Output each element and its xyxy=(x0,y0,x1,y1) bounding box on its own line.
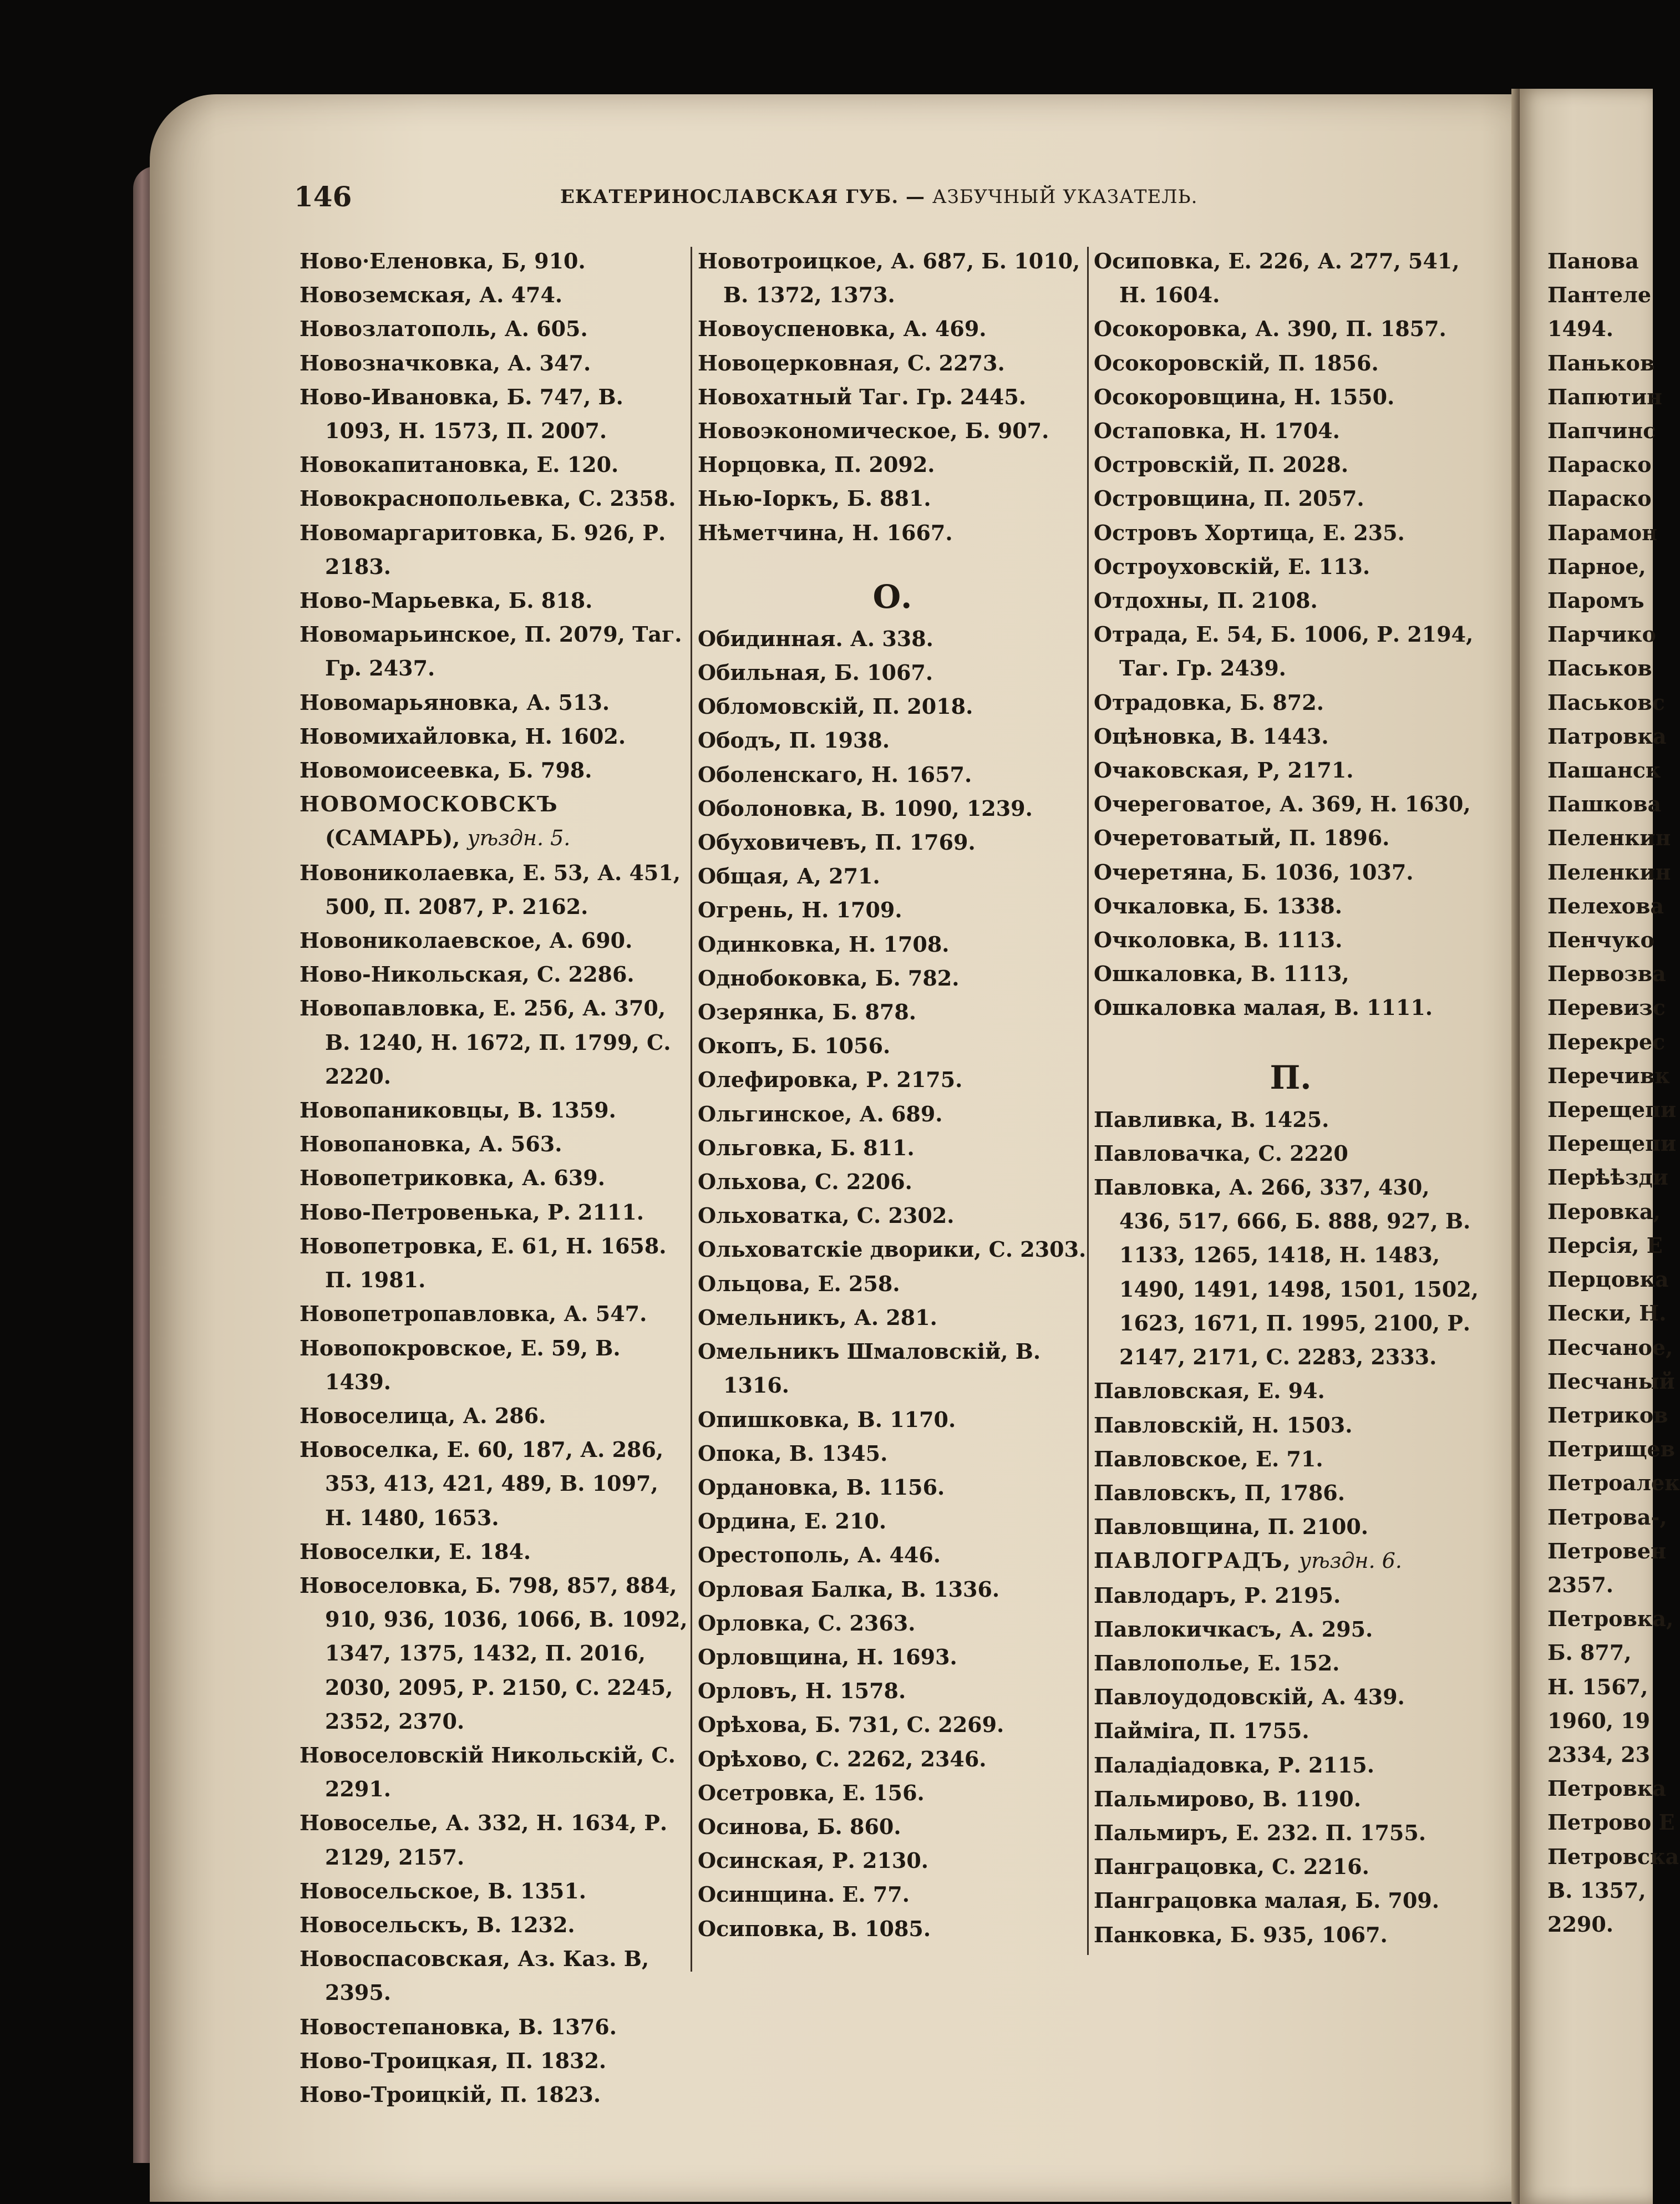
index-entry: Олефировка, Р. 2175. xyxy=(698,1067,963,1093)
index-column-3 xyxy=(1094,244,1488,1952)
index-entry: Ольховатка, С. 2302. xyxy=(698,1203,955,1228)
index-entry: Первозва xyxy=(1547,961,1666,987)
index-entry: Пальмирово, В. 1190. xyxy=(1094,1786,1361,1811)
index-entry: Новопокровское, Е. 59, В. 1439. xyxy=(300,1335,621,1394)
city-entry-novomoskovsk xyxy=(300,787,688,855)
index-entry: Новосельское, В. 1351. xyxy=(300,1878,587,1903)
index-entry: Петриков xyxy=(1547,1402,1668,1428)
page-number: 146 xyxy=(294,180,352,213)
index-entry: Новозначковка, А. 347. xyxy=(300,350,591,375)
index-entry: Пеленкин xyxy=(1547,825,1671,851)
index-entry: Осинская, Р. 2130. xyxy=(698,1848,928,1873)
city-name: НОВОМОСКОВСКЪ xyxy=(300,791,559,817)
index-entry: Новопетровка, Е. 61, Н. 1658. П. 1981. xyxy=(300,1233,667,1293)
index-entry: Павлоудодовскій, А. 439. xyxy=(1094,1684,1405,1710)
index-entry: Папютин xyxy=(1547,384,1662,409)
index-entry: Параско xyxy=(1547,486,1652,511)
index-entry: Осокоровка, А. 390, П. 1857. xyxy=(1094,316,1446,342)
index-entry: Осиповка, Е. 226, А. 277, 541, Н. 1604. xyxy=(1094,248,1460,308)
index-entry: Ново-Никольская, С. 2286. xyxy=(300,962,635,987)
index-entry: Осокоровщина, Н. 1550. xyxy=(1094,384,1395,409)
index-entry: Омельникъ Шмаловскій, В. 1316. xyxy=(698,1339,1041,1398)
index-entry: Пенчуко xyxy=(1547,927,1654,953)
index-entry: Петрово Е xyxy=(1547,1810,1675,1835)
index-entry: Отрадовка, Б. 872. xyxy=(1094,689,1324,715)
index-entry: Опока, В. 1345. xyxy=(698,1440,888,1466)
index-entry: Павловская, Е. 94. xyxy=(1094,1378,1325,1404)
index-entry: Новозлатополь, А. 605. xyxy=(300,316,588,342)
index-entry: Отрада, Е. 54, Б. 1006, Р. 2194, Таг. Гр. 2439. xyxy=(1094,622,1474,681)
index-entry: Ольховатскіе дворики, С. 2303. xyxy=(698,1237,1087,1262)
index-column-4-fragment xyxy=(1547,244,1680,1941)
index-entry: Новониколаевка, Е. 53, А. 451, 500, П. 2087, Р. 2162. xyxy=(300,860,681,919)
index-entry: 1960, 19 xyxy=(1547,1708,1651,1733)
index-entry: Омельникъ, А. 281. xyxy=(698,1304,937,1330)
index-entry: Новокраснопольевка, С. 2358. xyxy=(300,486,676,511)
index-entry: Островъ Хортица, Е. 235. xyxy=(1094,520,1405,545)
index-entry: Ошкаловка, В. 1113, xyxy=(1094,961,1349,987)
index-entry: Обильная, Б. 1067. xyxy=(698,660,933,685)
index-entry: Осинова, Б. 860. xyxy=(698,1814,901,1839)
index-entry: Новоселка, Е. 60, 187, А. 286, 353, 413, 421, 489, В. 1097, Н. 1480, 1653. xyxy=(300,1437,664,1530)
index-entry: Ободъ, П. 1938. xyxy=(698,728,890,753)
index-entry: Парчико xyxy=(1547,622,1656,647)
index-entry: Панковка, Б. 935, 1067. xyxy=(1094,1922,1388,1947)
index-entry: Новоэкономическое, Б. 907. xyxy=(698,418,1049,444)
column-rule-2 xyxy=(1087,247,1089,1955)
index-entry: Павловское, Е. 71. xyxy=(1094,1446,1323,1471)
index-entry: Огрень, Н. 1709. xyxy=(698,897,902,923)
index-entry: Обидинная. А. 338. xyxy=(698,626,933,651)
index-entry: Ольхова, С. 2206. xyxy=(698,1169,912,1195)
index-entry: Орловая Балка, В. 1336. xyxy=(698,1576,1000,1602)
index-entry: Общая, А, 271. xyxy=(698,864,880,889)
city-paren: (САМАРЬ), xyxy=(325,825,460,851)
city-entry-pavlograd xyxy=(1094,1543,1488,1578)
index-entry: Новокапитановка, Е. 120. xyxy=(300,452,619,478)
index-entry: Перечивк xyxy=(1547,1063,1670,1088)
index-entry: Пелехова xyxy=(1547,893,1664,918)
index-entry: Остаповка, Н. 1704. xyxy=(1094,418,1340,444)
index-entry: Новониколаевское, А. 690. xyxy=(300,928,633,953)
index-entry: Б. 877, xyxy=(1547,1640,1632,1665)
index-entry: Петрищев xyxy=(1547,1436,1676,1462)
index-entry: Оболенскаго, Н. 1657. xyxy=(698,761,972,787)
index-entry: Пашкова xyxy=(1547,791,1662,817)
index-entry: Панграцовка малая, Б. 709. xyxy=(1094,1888,1439,1913)
index-entry: Орѣхова, Б. 731, С. 2269. xyxy=(698,1712,1004,1738)
index-entry: Окопъ, Б. 1056. xyxy=(698,1033,891,1059)
index-entry: 2334, 23 xyxy=(1547,1741,1651,1767)
index-entry: Новомарьяновка, А. 513. xyxy=(300,689,610,715)
index-entry: Отдохны, П. 2108. xyxy=(1094,588,1318,613)
index-entry: Новомихайловка, Н. 1602. xyxy=(300,723,626,749)
index-entry: Очаковская, Р, 2171. xyxy=(1094,758,1354,783)
index-entry: Обуховичевъ, П. 1769. xyxy=(698,830,976,855)
index-entry: Павлокичкасъ, А. 295. xyxy=(1094,1616,1373,1642)
index-entry: Паньков xyxy=(1547,350,1655,375)
index-entry: Новохатный Таг. Гр. 2445. xyxy=(698,384,1027,409)
index-entry: Петровен xyxy=(1547,1538,1666,1563)
index-entry: Нью-Іоркъ, Б. 881. xyxy=(698,486,931,511)
index-entry: Островщина, П. 2057. xyxy=(1094,486,1364,511)
index-entry: Ольговка, Б. 811. xyxy=(698,1135,915,1160)
index-entry: Островскій, П. 2028. xyxy=(1094,452,1349,478)
index-entry: Ольгинское, А. 689. xyxy=(698,1101,943,1126)
index-entry: Новопетриковка, А. 639. xyxy=(300,1165,605,1191)
index-entry: Орловщина, Н. 1693. xyxy=(698,1644,957,1669)
index-entry: Н. 1567, xyxy=(1547,1674,1648,1699)
index-entry: Павливка, В. 1425. xyxy=(1094,1106,1329,1132)
index-entry: Перцовка xyxy=(1547,1267,1669,1292)
index-entry: Новоселовскій Никольскій, С. 2291. xyxy=(300,1742,676,1802)
index-entry: Паромъ xyxy=(1547,588,1645,613)
index-entry: Ново-Ивановка, Б. 747, В. 1093, Н. 1573, П. 2007. xyxy=(300,384,623,444)
index-column-2 xyxy=(698,244,1087,1946)
city-uezd: уѣздн. 6. xyxy=(1299,1548,1402,1573)
index-entry: Осиповка, В. 1085. xyxy=(698,1916,931,1941)
index-entry: Петровка xyxy=(1547,1776,1666,1801)
index-entry: Очереговатое, А. 369, Н. 1630, xyxy=(1094,791,1471,817)
index-entry: Ново-Троицкій, П. 1823. xyxy=(300,2081,601,2107)
index-entry: Новоцерковная, С. 2273. xyxy=(698,350,1005,375)
index-entry: Норцовка, П. 2092. xyxy=(698,452,935,478)
index-entry: Перекрес xyxy=(1547,1029,1666,1054)
index-entry: В. 1357, xyxy=(1547,1877,1646,1903)
index-entry: Озерянка, Б. 878. xyxy=(698,999,916,1025)
city-uezd: уѣздн. 5. xyxy=(467,826,571,851)
index-entry: Новоуспеновка, А. 469. xyxy=(698,316,987,342)
index-entry: Петровка, xyxy=(1547,1606,1674,1632)
index-entry: Парное, xyxy=(1547,553,1646,579)
index-entry: Нѣметчина, Н. 1667. xyxy=(698,520,953,545)
index-entry: Новопановка, А. 563. xyxy=(300,1131,562,1157)
index-entry: Папчинс xyxy=(1547,418,1656,444)
index-entry: Новомоисеевка, Б. 798. xyxy=(300,758,592,783)
index-entry: Орѣхово, С. 2262, 2346. xyxy=(698,1746,987,1771)
index-entry: Панова xyxy=(1547,248,1639,273)
index-column-1 xyxy=(300,244,688,2111)
index-entry: Очеретоватый, П. 1896. xyxy=(1094,825,1390,851)
index-entry: Ордановка, В. 1156. xyxy=(698,1474,945,1500)
section-letter-p: П. xyxy=(1270,1058,1312,1096)
index-entry: Павловскій, Н. 1503. xyxy=(1094,1412,1353,1438)
index-entry: Одинковка, Н. 1708. xyxy=(698,931,950,957)
index-entry: Перещепи xyxy=(1547,1131,1677,1156)
running-head xyxy=(560,186,1197,208)
index-entry: Павловскъ, П, 1786. xyxy=(1094,1480,1345,1505)
index-entry: Орестополь, А. 446. xyxy=(698,1542,941,1568)
index-entry: Персія, Е xyxy=(1547,1232,1663,1258)
index-entry: Петроалек xyxy=(1547,1470,1680,1496)
index-entry: Павлополье, Е. 152. xyxy=(1094,1650,1340,1675)
index-entry: Песчаное, xyxy=(1547,1334,1673,1360)
index-entry: Новостепановка, В. 1376. xyxy=(300,2014,617,2039)
index-entry: 2290. xyxy=(1547,1911,1613,1937)
index-entry: Панграцовка, С. 2216. xyxy=(1094,1854,1369,1880)
index-entry: Паськов xyxy=(1547,656,1652,681)
index-entry: Новопаниковцы, В. 1359. xyxy=(300,1098,616,1123)
index-entry: Павловка, А. 266, 337, 430, 436, 517, 666, Б. 888, 927, В. 1133, 1265, 1418, Н. 1483, 1490, 1491, 1498, 1501, 1502, 1623, 1671, П. 1995, 2100, Р. 2147, 2171, С. 2283, 2333. xyxy=(1094,1175,1479,1370)
index-entry: Новопавловка, Е. 256, А. 370, В. 1240, Н. 1672, П. 1799, С. 2220. xyxy=(300,996,671,1089)
index-entry: Новопетропавловка, А. 547. xyxy=(300,1301,647,1327)
running-head-title: ЕКАТЕРИНОСЛАВСКАЯ ГУБ. xyxy=(560,186,899,208)
section-letter-o: О. xyxy=(872,577,912,616)
index-entry: Перещепи xyxy=(1547,1097,1677,1123)
index-entry: Пеленкин xyxy=(1547,859,1671,885)
index-entry: Петровска xyxy=(1547,1844,1679,1869)
index-entry: Перовка, xyxy=(1547,1199,1661,1224)
index-entry: Осинщина. Е. 77. xyxy=(698,1882,910,1907)
index-entry: Паймira, П. 1755. xyxy=(1094,1718,1310,1744)
index-entry: Петрова-, xyxy=(1547,1504,1667,1530)
running-head-subtitle: АЗБУЧНЫЙ УКАЗАТЕЛЬ. xyxy=(932,186,1198,208)
index-entry: Орловка, С. 2363. xyxy=(698,1610,916,1636)
index-entry: Песчаный xyxy=(1547,1368,1675,1394)
index-entry: Новоселки, Е. 184. xyxy=(300,1538,531,1564)
index-entry: Ново-Петровенька, Р. 2111. xyxy=(300,1199,644,1225)
city-name: ПАВЛОГРАДЪ, xyxy=(1094,1548,1292,1573)
running-head-dash: — xyxy=(906,186,926,208)
index-entry: Оболоновка, В. 1090, 1239. xyxy=(698,795,1033,821)
index-entry: Ново·Еленовка, Б, 910. xyxy=(300,248,586,273)
index-entry: Ново-Марьевка, Б. 818. xyxy=(300,588,593,613)
index-entry: Перѣѣзди xyxy=(1547,1165,1668,1190)
index-entry: Паладіадовка, Р. 2115. xyxy=(1094,1752,1374,1778)
index-entry: Новоспасовская, Аз. Каз. В, 2395. xyxy=(300,1946,649,2005)
index-entry: Осокоровскій, П. 1856. xyxy=(1094,350,1379,375)
index-entry: Новоземская, А. 474. xyxy=(300,282,563,308)
index-entry: Пески, Н. xyxy=(1547,1301,1667,1326)
index-entry: Пальмиръ, Е. 232. П. 1755. xyxy=(1094,1820,1427,1845)
column-rule-1 xyxy=(691,247,692,1972)
index-entry: Очеретяна, Б. 1036, 1037. xyxy=(1094,859,1414,885)
index-entry: Паськовс xyxy=(1547,689,1665,715)
index-entry: Ольцова, Е. 258. xyxy=(698,1271,900,1296)
index-entry: Оцѣновка, В. 1443. xyxy=(1094,723,1329,749)
index-entry: Новомарьинское, П. 2079, Таг. Гр. 2437. xyxy=(300,622,682,681)
index-entry: Павловщина, П. 2100. xyxy=(1094,1514,1368,1540)
index-entry: Патровка xyxy=(1547,723,1667,749)
index-entry: Пашанск xyxy=(1547,758,1661,783)
index-entry: 2357. xyxy=(1547,1572,1613,1597)
index-entry: 1494. xyxy=(1547,316,1613,342)
index-entry: Новоселовка, Б. 798, 857, 884, 910, 936, 1036, 1066, В. 1092, 1347, 1375, 1432, П. 2016, 2030, 2095, Р. 2150, С. 2245, 2352, 2370. xyxy=(300,1572,688,1734)
index-entry: Параско xyxy=(1547,452,1652,478)
index-entry: Парамон xyxy=(1547,520,1657,545)
index-entry: Однобоковка, Б. 782. xyxy=(698,965,960,991)
index-entry: Осетровка, Е. 156. xyxy=(698,1780,925,1805)
index-entry: Новосельскъ, В. 1232. xyxy=(300,1912,575,1937)
index-entry: Ново-Троицкая, П. 1832. xyxy=(300,2048,607,2073)
index-entry: Орловъ, Н. 1578. xyxy=(698,1678,906,1704)
index-entry: Новомаргаритовка, Б. 926, Р. 2183. xyxy=(300,520,666,579)
index-entry: Ошкаловка малая, В. 1111. xyxy=(1094,995,1433,1020)
index-entry: Павлодаръ, Р. 2195. xyxy=(1094,1582,1341,1608)
index-entry: Очкаловка, Б. 1338. xyxy=(1094,893,1342,918)
index-entry: Новотроицкое, А. 687, Б. 1010, В. 1372, 1373. xyxy=(698,248,1080,308)
index-entry: Остроуховскій, Е. 113. xyxy=(1094,553,1371,579)
index-entry: Очколовка, В. 1113. xyxy=(1094,927,1343,953)
index-entry: Павловачка, С. 2220 xyxy=(1094,1140,1348,1166)
index-entry: Перевизс xyxy=(1547,995,1666,1020)
index-entry: Ордина, Е. 210. xyxy=(698,1509,887,1534)
index-entry: Новоселица, А. 286. xyxy=(300,1403,546,1428)
index-entry: Новоселье, А. 332, Н. 1634, Р. 2129, 2157. xyxy=(300,1810,668,1870)
index-entry: Пантеле xyxy=(1547,282,1652,308)
index-entry: Опишковка, В. 1170. xyxy=(698,1406,956,1432)
index-entry: Обломовскій, П. 2018. xyxy=(698,694,973,719)
